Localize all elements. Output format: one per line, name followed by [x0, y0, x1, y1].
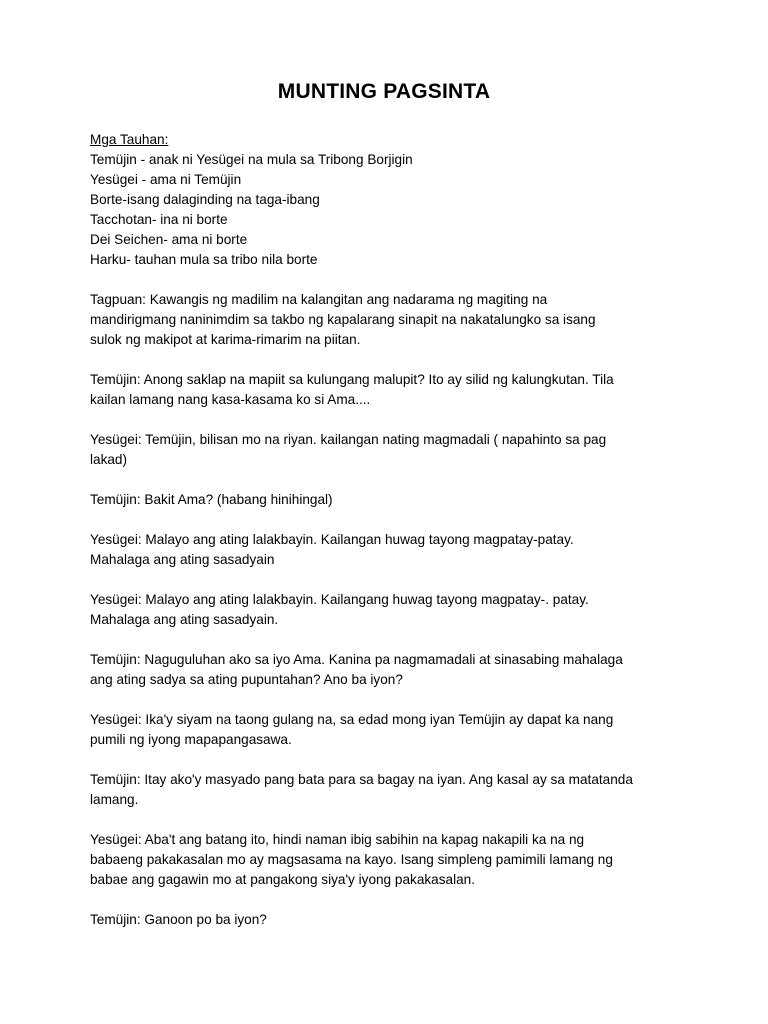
text-line: ang ating sadya sa ating pupuntahan? Ano ba iyon?	[90, 672, 403, 687]
dialogue-paragraph	[90, 430, 690, 470]
dialogue-paragraph	[90, 830, 690, 890]
character-line: Harku- tauhan mula sa tribo nila borte	[90, 252, 318, 267]
text-line: Temüjin: Anong saklap na mapiit sa kulungang malupit? Ito ay silid ng kalungkutan. Tila	[90, 372, 614, 387]
paragraph-gap	[90, 810, 690, 830]
text-line: sulok ng makipot at karima-rimarim na piitan.	[90, 332, 361, 347]
character-line: Borte-isang dalaginding na taga-ibang	[90, 192, 320, 207]
text-line: Temüjin: Ganoon po ba iyon?	[90, 912, 267, 927]
text-line: Temüjin: Itay ako'y masyado pang bata para sa bagay na iyan. Ang kasal ay sa matatanda	[90, 772, 633, 787]
paragraph-gap	[90, 690, 690, 710]
text-line: Yesügei: Malayo ang ating lalakbayin. Kailangan huwag tayong magpatay-patay.	[90, 532, 574, 547]
dialogue-paragraph	[90, 650, 690, 690]
text-line: Temüjin: Naguguluhan ako sa iyo Ama. Kanina pa nagmamadali at sinasabing mahalaga	[90, 652, 623, 667]
text-line: lakad)	[90, 452, 128, 467]
text-line: Tagpuan: Kawangis ng madilim na kalangitan ang nadarama ng magiting na	[90, 292, 548, 307]
text-line: Temüjin: Bakit Ama? (habang hinihingal)	[90, 492, 333, 507]
text-line: babae ang gagawin mo at pangakong siya'y iyong pakakasalan.	[90, 872, 476, 887]
dialogue-paragraph	[90, 530, 690, 570]
dialogue-paragraph	[90, 710, 690, 750]
text-line: lamang.	[90, 792, 139, 807]
text-line: babaeng pakakasalan mo ay magsasama na kayo. Isang simpleng pamimili lamang ng	[90, 852, 613, 867]
text-line: kailan lamang nang kasa-kasama ko si Ama....	[90, 392, 371, 407]
paragraph-gap	[90, 510, 690, 530]
document-body	[90, 130, 690, 930]
dialogue-paragraph	[90, 370, 690, 410]
dialogue-paragraph	[90, 770, 690, 810]
text-line: mandirigmang naninimdim sa takbo ng kapalarang sinapit na nakatalungko sa isang	[90, 312, 596, 327]
dialogue-paragraph	[90, 590, 690, 630]
character-line: Dei Seichen- ama ni borte	[90, 232, 248, 247]
text-line: Yesügei: Aba't ang batang ito, hindi naman ibig sabihin na kapag nakapili ka na ng	[90, 832, 585, 847]
dialogue-paragraph	[90, 490, 690, 510]
character-line: Tacchotan- ina ni borte	[90, 212, 228, 227]
paragraph-gap	[90, 470, 690, 490]
paragraph-gap	[90, 270, 690, 290]
paragraph-gap	[90, 570, 690, 590]
characters-heading: Mga Tauhan:	[90, 132, 169, 147]
text-line: Yesügei: Ika'y siyam na taong gulang na, sa edad mong iyan Temüjin ay dapat ka nang	[90, 712, 614, 727]
paragraph-gap	[90, 890, 690, 910]
text-line: Mahalaga ang ating sasadyain	[90, 552, 275, 567]
paragraph-gap	[90, 750, 690, 770]
paragraph-gap	[90, 350, 690, 370]
text-line: Yesügei: Malayo ang ating lalakbayin. Kailangang huwag tayong magpatay-. patay.	[90, 592, 589, 607]
document-title: MUNTING PAGSINTA	[277, 80, 491, 103]
paragraph-gap	[90, 630, 690, 650]
character-line: Yesügei - ama ni Temüjin	[90, 172, 242, 187]
text-line: pumili ng iyong mapapangasawa.	[90, 732, 292, 747]
dialogue-paragraph	[90, 910, 690, 930]
text-line: Mahalaga ang ating sasadyain.	[90, 612, 279, 627]
paragraph-gap	[90, 410, 690, 430]
character-line: Temüjin - anak ni Yesügei na mula sa Tribong Borjigin	[90, 152, 413, 167]
setting-paragraph	[90, 290, 690, 350]
text-line: Yesügei: Temüjin, bilisan mo na riyan. kailangan nating magmadali ( napahinto sa pag	[90, 432, 607, 447]
